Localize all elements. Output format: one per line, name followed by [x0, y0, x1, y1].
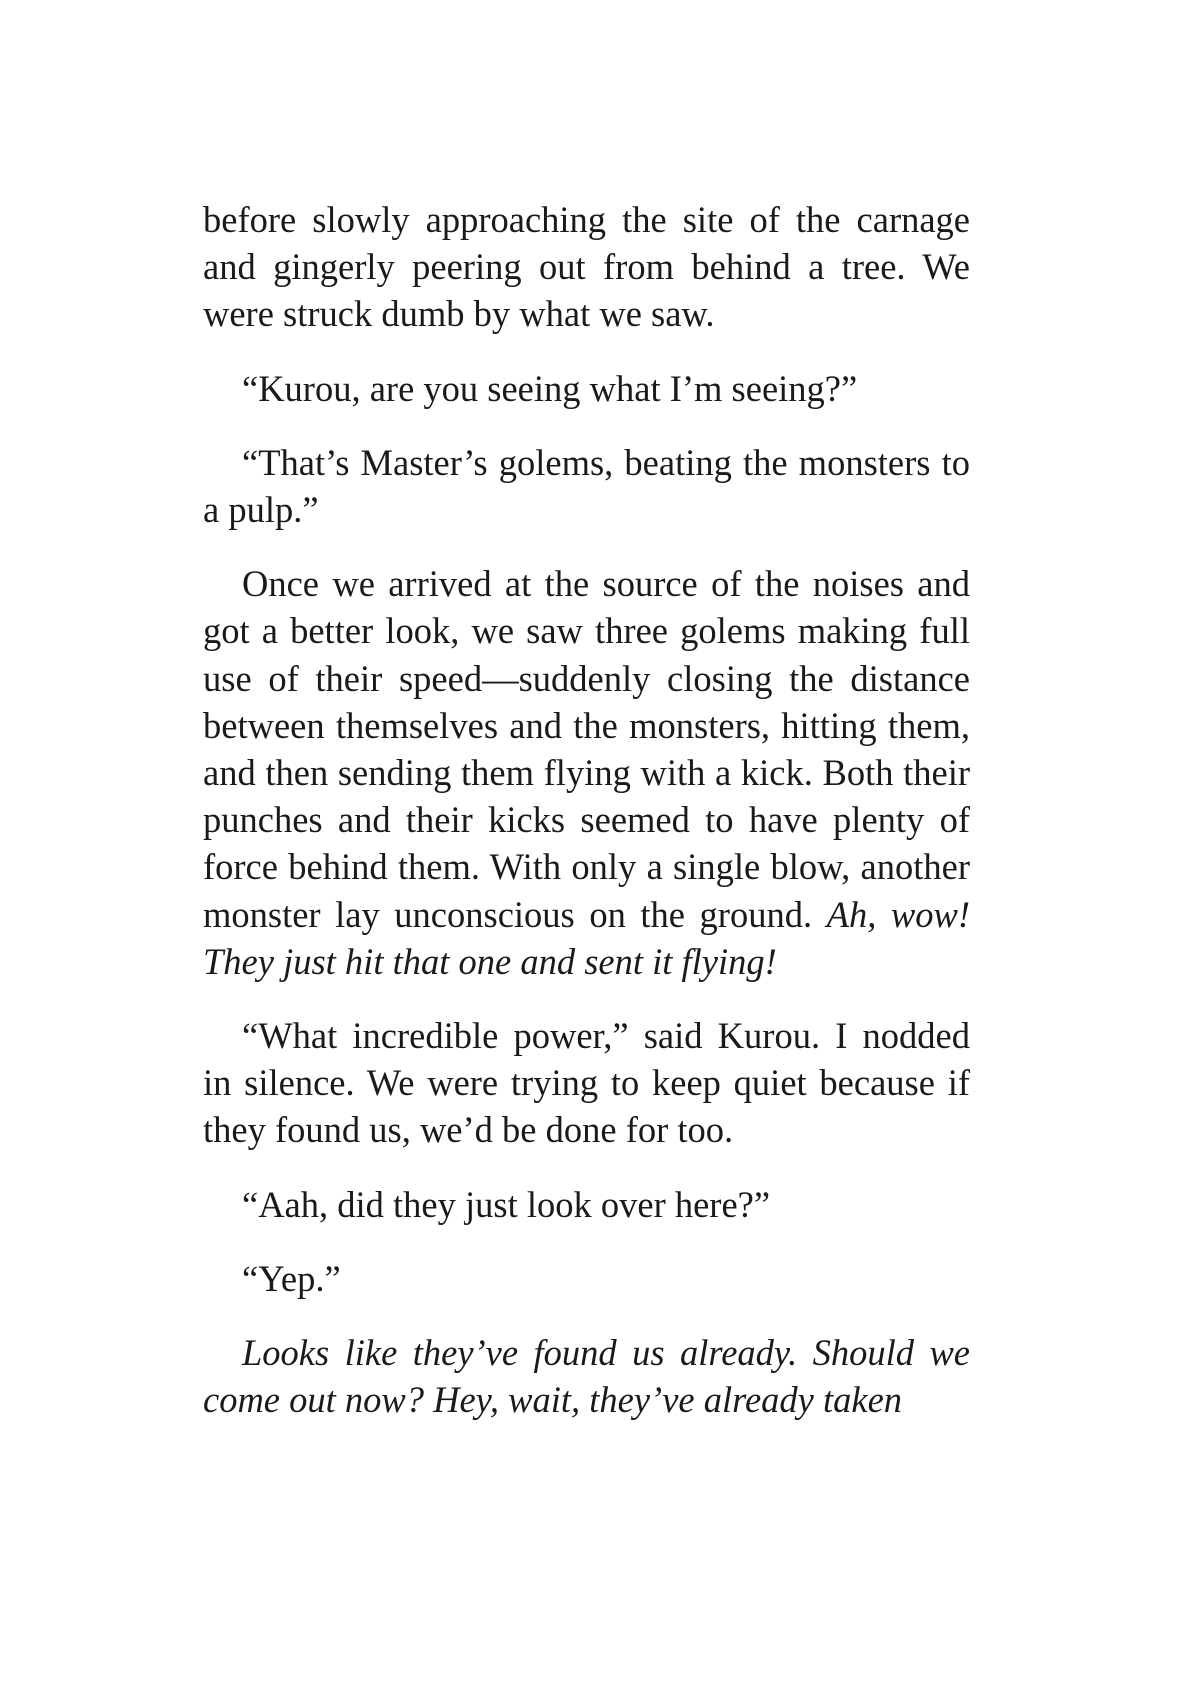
paragraph-7-text: “Yep.” [242, 1257, 341, 1299]
paragraph-8 [203, 1329, 970, 1423]
paragraph-3 [203, 439, 970, 533]
paragraph-5 [203, 1012, 970, 1154]
paragraph-4-italic-thought: Ah, wow! They just hit that one and sent it flying! [203, 893, 970, 982]
paragraph-2-text: “Kurou, are you seeing what I’m seeing?” [242, 367, 858, 409]
paragraph-1-text: before slowly approaching the site of the carnage and gingerly peering out from behind a tree. We were struck dumb by what we saw. [203, 199, 970, 335]
paragraph-4-text: Once we arrived at the source of the noises and got a better look, we saw three golems making full use of their speed—suddenly closing the distance between themselves and the monsters, hitting them, and then sending them flying with a kick. Both their punches and their kicks seemed to have plenty of force behind them. With only a single blow, another monster lay unconscious on the ground. [203, 563, 970, 935]
paragraph-4 [203, 560, 970, 985]
paragraph-7 [203, 1255, 970, 1302]
paragraph-5-text: “What incredible power,” said Kurou. I nodded in silence. We were trying to keep quiet because if they found us, we’d be done for too. [203, 1015, 970, 1151]
paragraph-6 [203, 1181, 970, 1228]
page-body [203, 196, 970, 1423]
paragraph-2 [203, 365, 970, 412]
paragraph-8-italic-thought: Looks like they’ve found us already. Should we come out now? Hey, wait, they’ve already taken [203, 1332, 970, 1421]
paragraph-1 [203, 196, 970, 338]
paragraph-3-text: “That’s Master’s golems, beating the monsters to a pulp.” [203, 441, 970, 531]
paragraph-6-text: “Aah, did they just look over here?” [242, 1183, 771, 1225]
